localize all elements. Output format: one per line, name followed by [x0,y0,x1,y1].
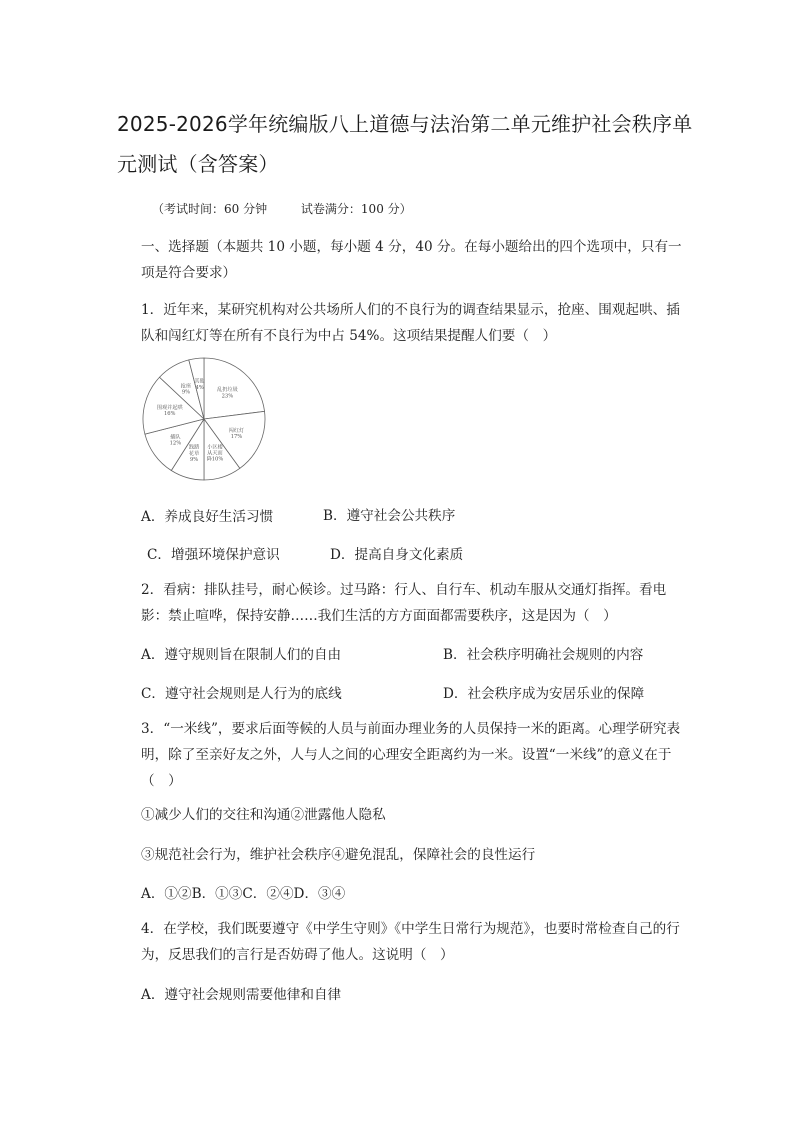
q1-option-a[interactable]: A．养成良好生活习惯 [141,509,274,525]
q1-option-d[interactable]: D．提高自身文化素质 [330,547,464,563]
pie-slice-label-5: 插队 12% [169,434,182,447]
pie-slice-label-8: 其他 4% [194,378,205,391]
q1-option-b[interactable]: B．遵守社会公共秩序 [323,508,456,524]
q3-options[interactable]: A．①②B．①③C．②④D．③④ [141,886,346,902]
q1-option-c[interactable]: C．增强环境保护意识 [147,547,280,563]
exam-time: （考试时间：60 分钟 [152,202,268,216]
pie-slice-label-6: 围观并起哄 16% [156,404,183,418]
question-4-stem: 4．在学校，我们既要遵守《中学生守则》《中学生日常行为规范》，也要时常检查自己的行为，反思我们的言行是否妨碍了他人。这说明（ ） [141,921,680,963]
pie-slice-label-3: 小区楼从天而降10% [206,444,224,463]
q3-item-1: ①减少人们的交往和沟通②泄露他人隐私 [141,807,386,823]
section-heading: 一、选择题（本题共 10 小题，每小题 4 分，40 分。在每小题给出的四个选项中，只有一项是符合要求） [141,239,682,281]
question-2-stem: 2．看病：排队挂号，耐心候诊。过马路：行人、自行车、机动车服从交通灯指挥。看电影：禁止喧哗，保持安静……我们生活的方方面面都需要秩序，这是因为（ ） [141,582,667,624]
q3-item-2: ③规范社会行为，维护社会秩序④避免混乱，保障社会的良性运行 [141,847,536,863]
q2-option-a[interactable]: A．遵守规则旨在限制人们的自由 [141,647,342,663]
document-title: 2025-2026学年统编版八上道德与法治第二单元维护社会秩序单元测试（含答案） [117,112,693,176]
pie-slice-label-2: 闯红灯 17% [228,427,245,440]
q2-option-b[interactable]: B．社会秩序明确社会规则的内容 [443,647,644,663]
q4-option-a[interactable]: A．遵守社会规则需要他律和自律 [141,987,342,1003]
question-1-stem: 1．近年来，某研究机构对公共场所人们的不良行为的调查结果显示，抢座、围观起哄、插队和闯红灯等在所有不良行为中占 54%。这项结果提醒人们要（ ） [141,302,680,344]
bad-behavior-pie-chart [141,356,267,482]
full-score: 试卷满分：100 分） [300,202,412,216]
q2-option-d[interactable]: D．社会秩序成为安居乐业的保障 [443,686,645,702]
pie-slice-label-7: 抢座 9% [180,383,192,396]
exam-info [152,200,442,217]
q2-option-c[interactable]: C．遵守社会规则是人行为的底线 [141,686,342,702]
pie-slice-label-4: 践踏花草 9% [188,444,200,463]
pie-slice-label-1: 乱扔垃圾 23% [217,387,238,400]
question-3-stem: 3．“一米线”，要求后面等候的人员与前面办理业务的人员保持一米的距离。心理学研究表明，除了至亲好友之外，人与人之间的心理安全距离约为一米。设置“一米线”的意义在于（ ） [141,721,681,789]
